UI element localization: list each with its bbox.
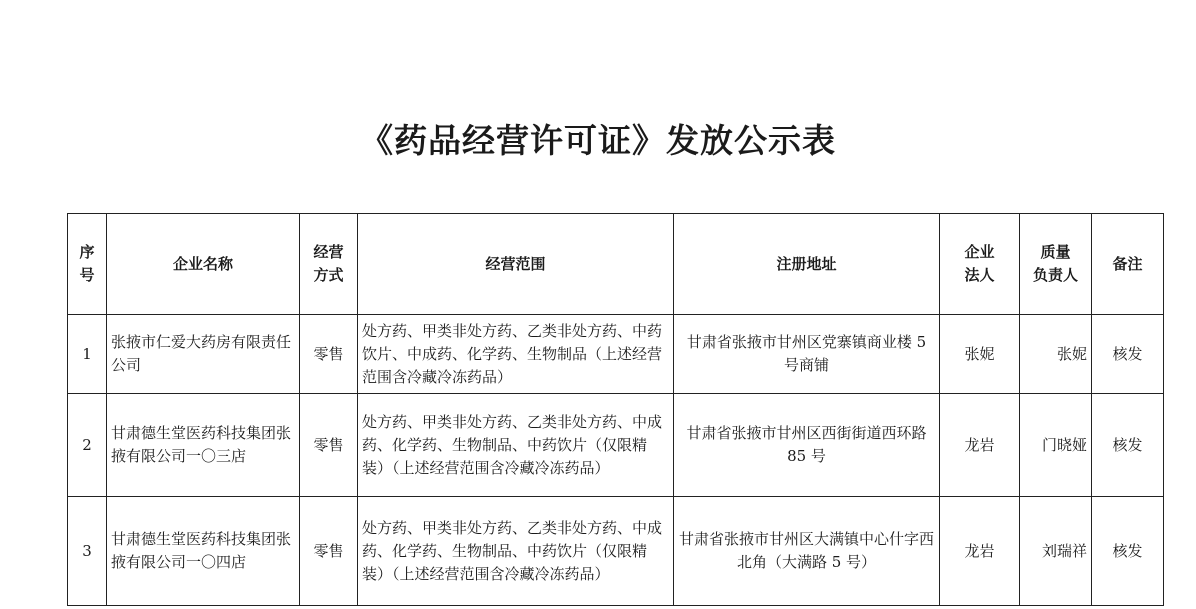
header-legal: 企业 法人 <box>940 214 1020 315</box>
row-remark: 核发 <box>1092 315 1164 394</box>
row-company-name: 张掖市仁爱大药房有限责任公司 <box>107 315 300 394</box>
header-quality: 质量 负责人 <box>1020 214 1092 315</box>
table-row <box>68 497 1164 606</box>
header-no: 序 号 <box>68 214 107 315</box>
license-table <box>67 213 1164 606</box>
header-remark: 备注 <box>1092 214 1164 315</box>
row-mode: 零售 <box>300 394 358 497</box>
header-mode: 经营 方式 <box>300 214 358 315</box>
row-quality-manager: 张妮 <box>1020 315 1092 394</box>
header-scope: 经营范围 <box>358 214 674 315</box>
row-scope: 处方药、甲类非处方药、乙类非处方药、中药饮片、中成药、化学药、生物制品（上述经营范围含冷藏冷冻药品） <box>358 315 674 394</box>
row-address: 甘肃省张掖市甘州区党寨镇商业楼 5 号商铺 <box>674 315 940 394</box>
row-mode: 零售 <box>300 315 358 394</box>
row-legal-person: 龙岩 <box>940 497 1020 606</box>
row-no: 1 <box>68 315 107 394</box>
header-name: 企业名称 <box>107 214 300 315</box>
row-legal-person: 张妮 <box>940 315 1020 394</box>
row-legal-person: 龙岩 <box>940 394 1020 497</box>
row-quality-manager: 门晓娅 <box>1020 394 1092 497</box>
table-header-row <box>68 214 1164 315</box>
header-address: 注册地址 <box>674 214 940 315</box>
row-scope: 处方药、甲类非处方药、乙类非处方药、中成药、化学药、生物制品、中药饮片（仅限精装）（上述经营范围含冷藏冷冻药品） <box>358 497 674 606</box>
row-company-name: 甘肃德生堂医药科技集团张掖有限公司一〇四店 <box>107 497 300 606</box>
row-company-name: 甘肃德生堂医药科技集团张掖有限公司一〇三店 <box>107 394 300 497</box>
row-remark: 核发 <box>1092 497 1164 606</box>
row-address: 甘肃省张掖市甘州区西街街道西环路 85 号 <box>674 394 940 497</box>
row-no: 3 <box>68 497 107 606</box>
table-row <box>68 394 1164 497</box>
page-title: 《药品经营许可证》发放公示表 <box>360 121 836 160</box>
row-no: 2 <box>68 394 107 497</box>
row-scope: 处方药、甲类非处方药、乙类非处方药、中成药、化学药、生物制品、中药饮片（仅限精装）（上述经营范围含冷藏冷冻药品） <box>358 394 674 497</box>
row-mode: 零售 <box>300 497 358 606</box>
row-remark: 核发 <box>1092 394 1164 497</box>
table-row <box>68 315 1164 394</box>
row-address: 甘肃省张掖市甘州区大满镇中心什字西北角（大满路 5 号） <box>674 497 940 606</box>
row-quality-manager: 刘瑞祥 <box>1020 497 1092 606</box>
